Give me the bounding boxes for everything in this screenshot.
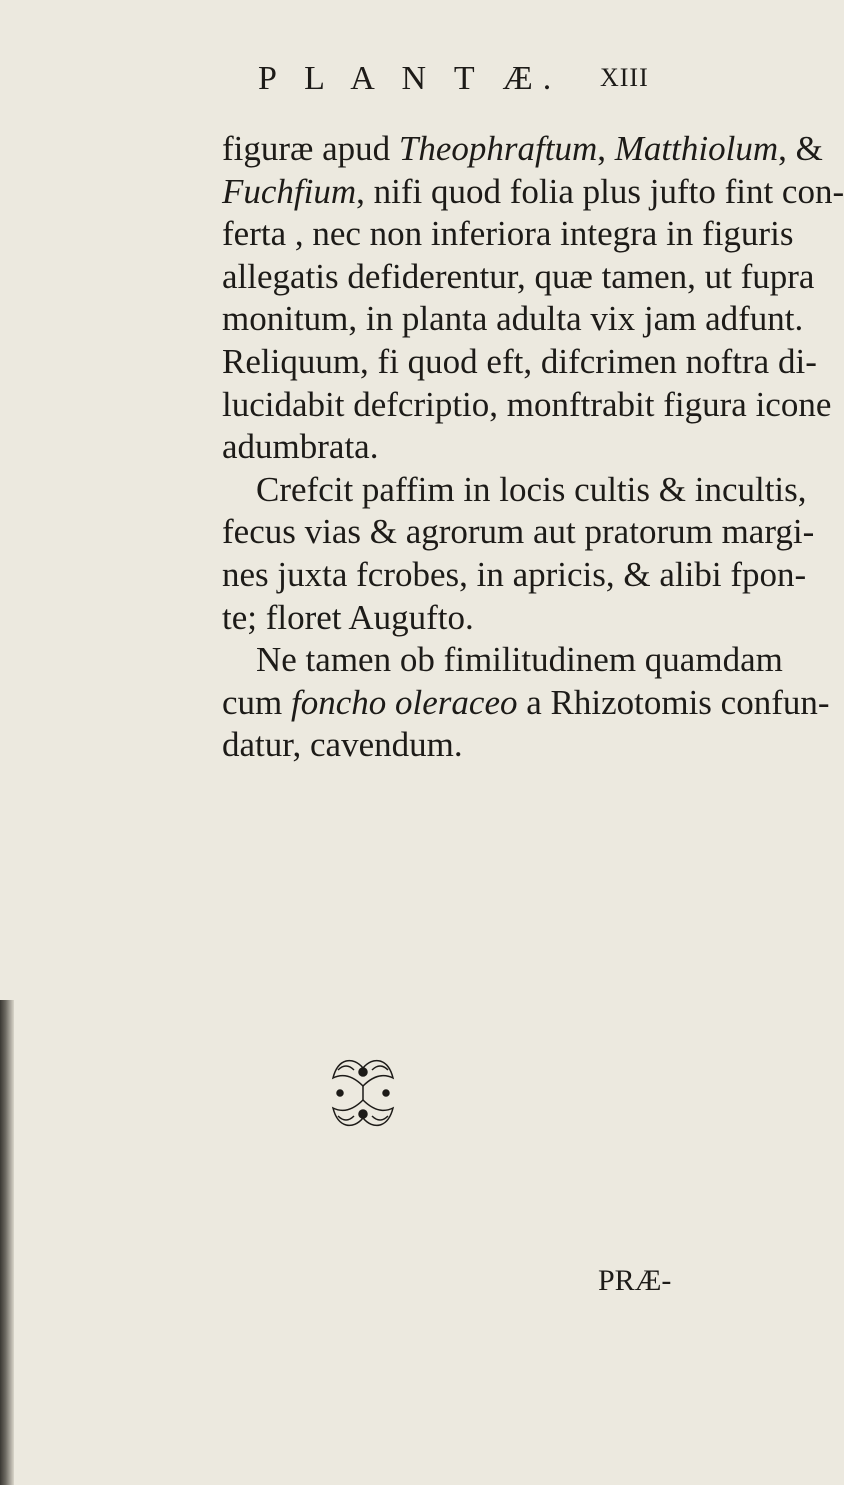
text-line: adumbrata.	[222, 427, 379, 467]
floral-tailpiece-ornament-icon	[318, 1048, 408, 1138]
text-line: Fuchfium, nifi quod folia plus jufto fint con-	[222, 171, 844, 211]
text-line: nes juxta fcrobes, in apricis, & alibi fpon-	[222, 554, 807, 594]
text-line: fecus vias & agrorum aut pratorum margi-	[222, 512, 815, 552]
text-line: te; floret Augufto.	[222, 597, 474, 637]
catchword: PRÆ-	[598, 1264, 672, 1297]
page-number: XIII	[600, 63, 649, 92]
text-line: ferta , nec non inferiora integra in figuris	[222, 214, 794, 254]
text-line: Reliquum, fi quod eft, difcrimen noftra di-	[222, 341, 817, 381]
text-line: datur, cavendum.	[222, 725, 463, 765]
text-line: cum foncho oleraceo a Rhizotomis confun-	[222, 682, 830, 722]
text-line: Crefcit paffim in locis cultis & incultis,	[256, 469, 807, 509]
binding-edge	[0, 1000, 14, 1485]
body-text	[222, 128, 844, 767]
text-line: allegatis defiderentur, quæ tamen, ut fupra	[222, 256, 815, 296]
text-line: monitum, in planta adulta vix jam adfunt.	[222, 299, 804, 339]
text-line: Ne tamen ob fimilitudinem quamdam	[256, 640, 783, 680]
text-line: lucidabit defcriptio, monftrabit figura icone	[222, 384, 832, 424]
running-title: P L A N T Æ.	[258, 60, 562, 97]
text-line: figuræ apud Theophraftum, Matthiolum, &	[222, 129, 823, 168]
